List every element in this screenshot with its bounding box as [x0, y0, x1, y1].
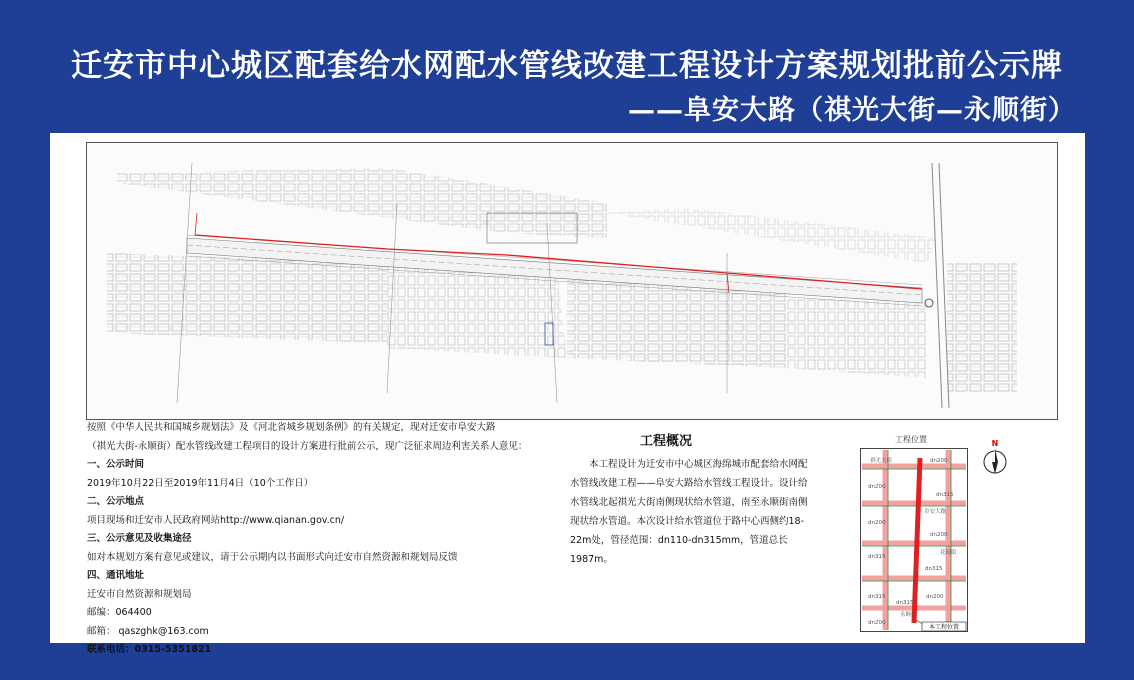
pipe-label: dn200: [868, 620, 886, 626]
project-location-label: 本工程位置: [928, 624, 960, 631]
pipe-label: dn200: [868, 520, 886, 526]
plan-map-drawing: [87, 143, 1057, 419]
pipe-label: dn200: [926, 594, 944, 600]
pipe-label: dn200: [930, 458, 948, 464]
overview-text: 本工程设计为迁安市中心城区海绵城市配套给水网配水管线改建工程——阜安大路给水管线工程设计。设计给水管线北起祺光大街南侧现状给水管道，南至永顺街南侧现状给水管道。本次设计给水管道位于路中心西侧约18-22m处，管径范围：dn110-dn315mm，管道总长1987m。: [570, 459, 808, 565]
pipe-label: dn315: [936, 492, 954, 498]
notice-time: 2019年10月22日至2019年11月4日（10个工作日）: [87, 477, 314, 489]
heading-method: 三、公示意见及收集途径: [87, 533, 192, 544]
pipe-label: dn315: [925, 566, 943, 572]
notice-org: 迁安市自然资源和规划局: [87, 588, 192, 600]
heading-place: 二、公示地点: [87, 496, 145, 507]
heading-address: 四、通讯地址: [87, 570, 145, 581]
notice-method: 如对本规划方案有意见或建议，请于公示期内以书面形式向迁安市自然资源和规划局反馈: [87, 551, 458, 563]
road-label: 永顺街: [900, 612, 917, 618]
pipe-label: dn315: [868, 594, 886, 600]
plan-map: [86, 142, 1058, 420]
road-label: 祺光大街: [870, 458, 893, 464]
notice-postcode: 邮编：064400: [87, 607, 152, 618]
notice-intro-line1: 按照《中华人民共和国城乡规划法》及《河北省城乡规划条例》的有关规定，现对迁安市阜安大路: [87, 422, 496, 433]
notice-intro-line2: （祺光大街-永顺街）配水管线改建工程项目的设计方案进行批前公示，现广泛征求周边利害关系人意见：: [87, 440, 528, 452]
compass-label: N: [991, 439, 999, 448]
pipe-label: dn200: [868, 484, 886, 490]
page-subtitle: ——阜安大路（祺光大街—永顺街）: [628, 95, 1076, 126]
content-panel: [50, 133, 1085, 655]
location-map: [860, 448, 968, 632]
location-map-title: 工程位置: [895, 435, 927, 444]
heading-time: 一、公示时间: [87, 459, 145, 470]
road-label: 花园街: [940, 550, 957, 556]
road-label: 阜安大路: [924, 509, 947, 515]
notice-text: [87, 419, 557, 660]
pipe-label: dn315: [896, 600, 914, 606]
overview-title: 工程概况: [640, 434, 693, 449]
notice-place: 项目现场和迁安市人民政府网站http://www.qianan.gov.cn/: [87, 514, 345, 526]
pipe-label: dn200: [930, 532, 948, 538]
notice-phone: 联系电话：0315-5351821: [87, 644, 212, 655]
north-arrow-icon: [980, 438, 1010, 478]
page-title: 迁安市中心城区配套给水网配水管线改建工程设计方案规划批前公示牌: [71, 48, 1063, 84]
notice-email: 邮箱： qaszghk@163.com: [87, 625, 209, 637]
pipe-label: dn315: [868, 554, 886, 560]
